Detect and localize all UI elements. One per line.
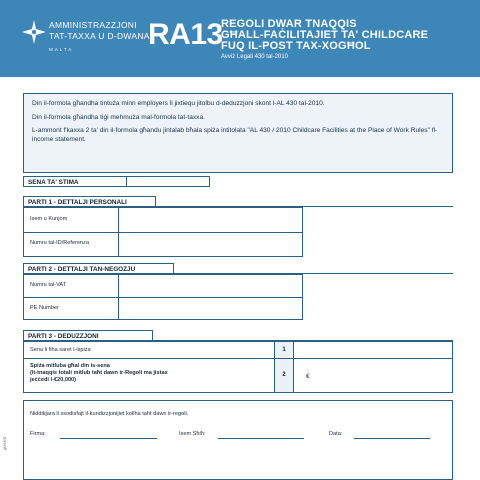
sena-label: SENA TA' STIMA — [23, 176, 127, 187]
claimed-expense-line2: (it-tnaqqis totali mitlub taħt dawn ir-Regoli ma jistax — [30, 370, 168, 376]
name-field[interactable] — [120, 208, 302, 232]
instruction-3: L-ammont f'kaxxa 2 ta' din il-formola għandu jintalab bħala spiża intitolata "AL 430 / 2010 Childcare Facilities at the Place of Work Rules" fl-income statement. — [32, 127, 438, 143]
fullname-label: Isem Sħiħ: — [179, 431, 206, 437]
instruction-2: Din il-formola għandha tiġi mehmuża mal-formola tat-taxxa. — [32, 113, 205, 121]
id-field[interactable] — [120, 233, 302, 256]
declaration-text: Niddikjara li ssodisfajt il-kundizzjonijiet kollha taħt dawn ir-regoli. — [30, 411, 189, 417]
signature-label: Firma: — [30, 431, 46, 437]
form-title-line2: GĦALL-FAĊILITAJIET TA' CHILDCARE — [221, 29, 429, 41]
parti2-title: PARTI 2 - DETTALJI TAN-NEGOZJU — [23, 263, 174, 274]
parti2-table — [23, 274, 303, 320]
date-label: Data: — [329, 431, 343, 437]
form-code: RA13 — [148, 18, 223, 51]
parti3-table — [23, 341, 453, 393]
org-name-line3: MALTA — [49, 47, 74, 52]
org-name-line1: AMMINISTRAZZJONI — [49, 20, 137, 30]
sena-input[interactable] — [126, 176, 210, 187]
claimed-expense-label — [30, 363, 168, 384]
claimed-expense-field[interactable] — [314, 359, 452, 392]
form-title-line1: REGOLI DWAR TNAQQIS — [221, 18, 357, 30]
fullname-line[interactable] — [218, 438, 304, 439]
parti2-col-divider — [118, 275, 119, 319]
vat-field[interactable] — [120, 275, 302, 297]
signature-line[interactable] — [60, 438, 157, 439]
instruction-1: Din il-formola għandha tintuża minn employers li jixtiequ jitolbu d-deduzzjoni skont l-AL 430 tal-2010. — [32, 100, 325, 107]
year-expense-label: Sena li fiha saret l-ispiża — [30, 347, 91, 353]
header-banner — [0, 0, 480, 77]
box-number-1: 1 — [274, 342, 294, 358]
claimed-expense-line3: jeċċedi l-€20,000) — [30, 377, 77, 383]
instructions-box — [23, 93, 453, 173]
claimed-expense-line1: Spiża mitluba għal din is-sena — [30, 363, 110, 369]
currency-symbol: € — [306, 373, 310, 380]
parti1-table — [23, 207, 303, 257]
pe-label: PE Number — [30, 305, 59, 311]
parti3-title: PARTI 3 - DEDUZZJONI — [23, 330, 153, 341]
name-label: Isem u Kunjom — [30, 216, 68, 222]
vat-label: Numru tal-VAT — [30, 282, 67, 288]
parti1-col-divider — [118, 208, 119, 256]
declaration-box — [23, 400, 453, 480]
form-title-line3: FUQ IL-POST TAX-XOGĦOL — [221, 40, 371, 52]
id-label: Numru tal-ID/Referenza — [30, 240, 90, 246]
date-line[interactable] — [354, 438, 430, 439]
pe-field[interactable] — [120, 298, 302, 319]
cross-emblem-icon — [22, 20, 46, 44]
side-text: gov.mt — [2, 436, 7, 450]
org-name-line2: TAT-TAXXA U D-DWANA — [49, 31, 150, 41]
box-number-2: 2 — [274, 359, 294, 392]
form-subtitle: Avviż Legali 430 tal-2010 — [221, 54, 288, 60]
year-expense-field[interactable] — [296, 342, 452, 358]
parti1-title: PARTI 1 - DETTALJI PERSONALI — [23, 196, 156, 207]
